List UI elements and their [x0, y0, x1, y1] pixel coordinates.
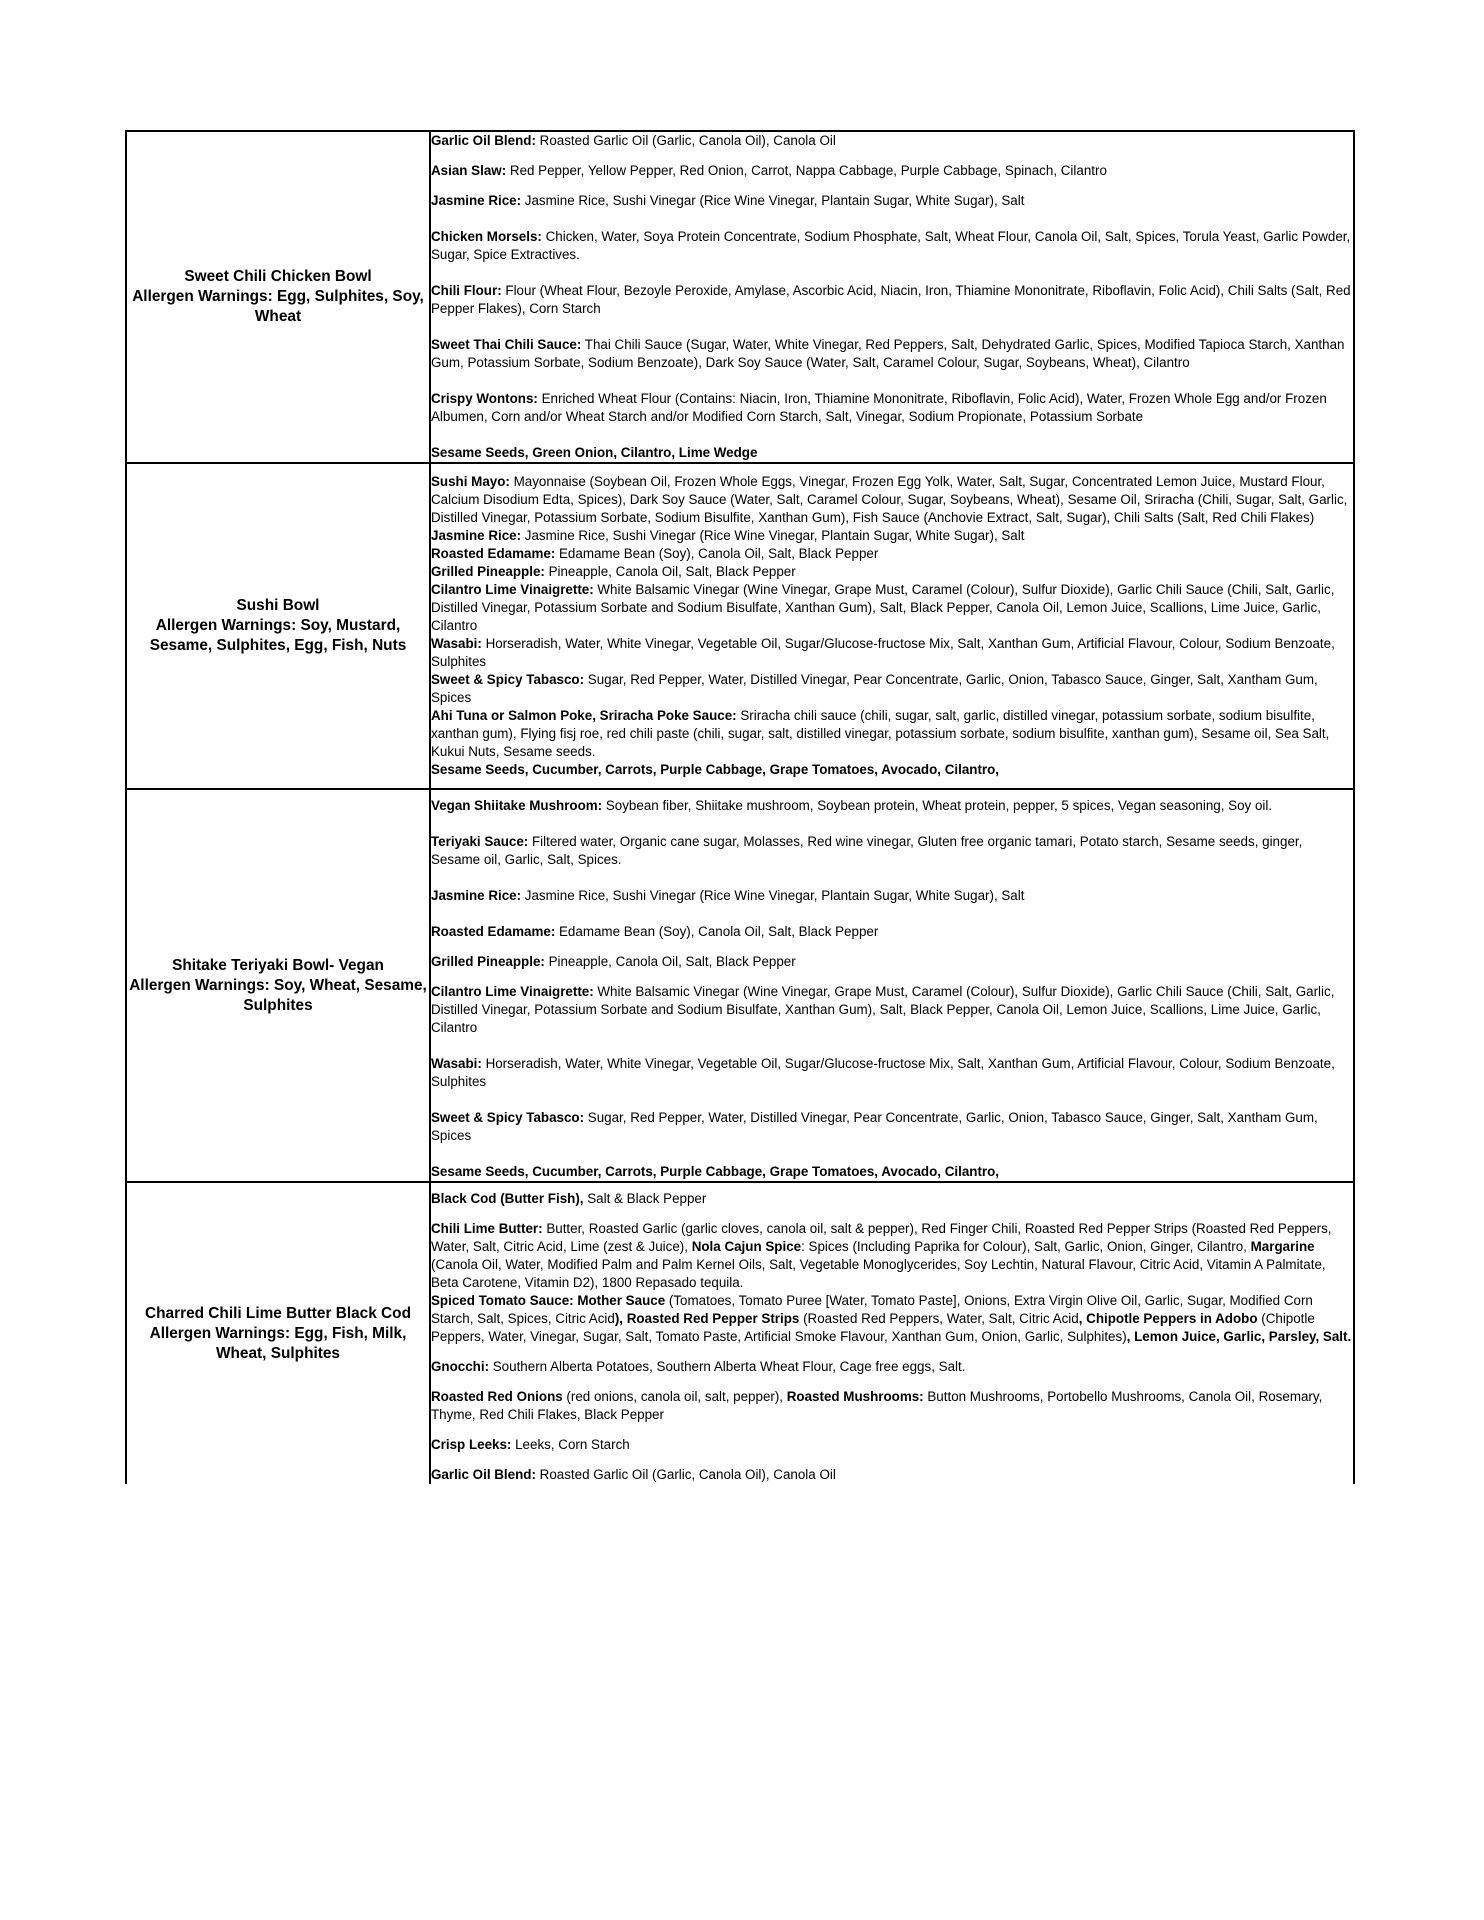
ingredient-line: Sweet & Spicy Tabasco: Sugar, Red Pepper, Water, Distilled Vinegar, Pear Concentrate, Garlic, Onion, Tabasco Sauce, Ginger, Salt, Xantham Gum, Spices	[431, 1110, 1318, 1143]
allergen-table	[125, 130, 1355, 1484]
ingredient-line: Chili Lime Butter: Butter, Roasted Garlic (garlic cloves, canola oil, salt & pepper), Red Finger Chili, Roasted Red Pepper Strips (Roasted Red Peppers, Water, Salt, Citric Acid, Lime (zest & Juice), Nola Cajun Spice: Spices (Including Paprika for Colour), Salt, Garlic, Onion, Ginger, Cilantro, Margarine (Canola Oil, Water, Modified Palm and Palm Kernel Oils, Salt, Vegetable Monoglycerides, Soy Lechtin, Natural Flavour, Citric Acid, Vitamin A Palmitate, Beta Carotene, Vitamin D2), 1800 Repasado tequila.	[431, 1221, 1332, 1290]
ingredient-line: Sweet & Spicy Tabasco: Sugar, Red Pepper, Water, Distilled Vinegar, Pear Concentrate, Garlic, Onion, Tabasco Sauce, Ginger, Salt, Xantham Gum, Spices	[431, 672, 1318, 705]
ingredients-cell	[430, 131, 1354, 463]
ingredient-line: Sesame Seeds, Cucumber, Carrots, Purple Cabbage, Grape Tomatoes, Avocado, Cilantro,	[431, 762, 1000, 777]
ingredient-line: Spiced Tomato Sauce: Mother Sauce (Tomatoes, Tomato Puree [Water, Tomato Paste], Onions, Extra Virgin Olive Oil, Garlic, Sugar, Modified Corn Starch, Salt, Spices, Citric Acid), Roasted Red Pepper Strips (Roasted Red Peppers, Water, Salt, Citric Acid, Chipotle Peppers in Adobo (Chipotle Peppers, Water, Vinegar, Sugar, Salt, Tomato Paste, Artificial Smoke Flavour, Xanthan Gum, Onion, Garlic, Sulphites), Lemon Juice, Garlic, Parsley, Salt.	[431, 1293, 1352, 1344]
dish-name: Charred Chili Lime Butter Black Cod	[145, 1304, 411, 1322]
ingredients-cell	[430, 789, 1354, 1182]
table-row	[126, 463, 1354, 789]
ingredient-line: Gnocchi: Southern Alberta Potatoes, Southern Alberta Wheat Flour, Cage free eggs, Salt.	[431, 1359, 966, 1374]
ingredient-line: Jasmine Rice: Jasmine Rice, Sushi Vinegar (Rice Wine Vinegar, Plantain Sugar, White Sugar), Salt	[431, 193, 1025, 208]
ingredient-line: Wasabi: Horseradish, Water, White Vinegar, Vegetable Oil, Sugar/Glucose-fructose Mix, Salt, Xanthan Gum, Artificial Flavour, Colour, Sodium Benzoate, Sulphites	[431, 636, 1335, 669]
dish-cell	[126, 463, 430, 789]
ingredient-line: Sweet Thai Chili Sauce: Thai Chili Sauce (Sugar, Water, White Vinegar, Red Peppers, Salt, Dehydrated Garlic, Spices, Modified Tapioca Starch, Xanthan Gum, Potassium Sorbate, Sodium Benzoate), Dark Soy Sauce (Water, Salt, Caramel Colour, Sugar, Soybeans, Wheat), Cilantro	[431, 337, 1345, 370]
ingredient-line: Crispy Wontons: Enriched Wheat Flour (Contains: Niacin, Iron, Thiamine Mononitrate, Riboflavin, Folic Acid), Water, Frozen Whole Egg and/or Frozen Albumen, Corn and/or Wheat Starch and/or Modified Corn Starch, Salt, Vinegar, Sodium Propionate, Potassium Sorbate	[431, 391, 1327, 424]
ingredient-line: Sesame Seeds, Green Onion, Cilantro, Lime Wedge	[431, 445, 758, 460]
ingredient-line: Roasted Edamame: Edamame Bean (Soy), Canola Oil, Salt, Black Pepper	[431, 546, 879, 561]
ingredient-line: Roasted Edamame: Edamame Bean (Soy), Canola Oil, Salt, Black Pepper	[431, 924, 879, 939]
ingredient-line: Black Cod (Butter Fish), Salt & Black Pepper	[431, 1191, 707, 1206]
ingredient-line: Sushi Mayo: Mayonnaise (Soybean Oil, Frozen Whole Eggs, Vinegar, Frozen Egg Yolk, Water, Salt, Sugar, Concentrated Lemon Juice, Mustard Flour, Calcium Disodium Edta, Spices), Dark Soy Sauce (Water, Salt, Caramel Colour, Sugar, Soybeans, Wheat), Sesame Oil, Sriracha (Chili, Sugar, Salt, Garlic, Distilled Vinegar, Potassium Sorbate, Sodium Bisulfite, Xanthan Gum), Fish Sauce (Anchovie Extract, Salt, Sugar), Chili Salts (Salt, Red Chili Flakes)	[431, 474, 1348, 525]
allergen-sheet	[125, 130, 1353, 1484]
ingredient-line: Garlic Oil Blend: Roasted Garlic Oil (Garlic, Canola Oil), Canola Oil	[431, 1467, 836, 1482]
ingredient-line: Roasted Red Onions (red onions, canola oil, salt, pepper), Roasted Mushrooms: Button Mushrooms, Portobello Mushrooms, Canola Oil, Rosemary, Thyme, Red Chili Flakes, Black Pepper	[431, 1389, 1323, 1422]
ingredient-line: Grilled Pineapple: Pineapple, Canola Oil, Salt, Black Pepper	[431, 564, 796, 579]
ingredient-line: Vegan Shiitake Mushroom: Soybean fiber, Shiitake mushroom, Soybean protein, Wheat protein, pepper, 5 spices, Vegan seasoning, Soy oil.	[431, 798, 1273, 813]
ingredient-line: Ahi Tuna or Salmon Poke, Sriracha Poke Sauce: Sriracha chili sauce (chili, sugar, salt, garlic, distilled vinegar, potassium sorbate, sodium bisulfite, xanthan gum), Flying fisj roe, red chili paste (chili, sugar, salt, distilled vinegar, potassium sorbate, sodium bisulfite, xanthan gum), Sesame oil, Sea Salt, Kukui Nuts, Sesame seeds.	[431, 708, 1330, 759]
ingredient-line: Chili Flour: Flour (Wheat Flour, Bezoyle Peroxide, Amylase, Ascorbic Acid, Niacin, Iron, Thiamine Mononitrate, Riboflavin, Folic Acid), Chili Salts (Salt, Red Pepper Flakes), Corn Starch	[431, 283, 1351, 316]
allergen-warning: Allergen Warnings: Soy, Wheat, Sesame, Sulphites	[129, 976, 427, 1014]
table-row	[126, 789, 1354, 1182]
dish-name: Shitake Teriyaki Bowl- Vegan	[172, 956, 384, 974]
ingredient-line: Garlic Oil Blend: Roasted Garlic Oil (Garlic, Canola Oil), Canola Oil	[431, 133, 836, 148]
allergen-warning: Allergen Warnings: Egg, Fish, Milk, Wheat, Sulphites	[149, 1324, 407, 1362]
ingredient-line: Sesame Seeds, Cucumber, Carrots, Purple Cabbage, Grape Tomatoes, Avocado, Cilantro,	[431, 1164, 1000, 1179]
ingredients-cell	[430, 463, 1354, 789]
ingredient-line: Chicken Morsels: Chicken, Water, Soya Protein Concentrate, Sodium Phosphate, Salt, Wheat Flour, Canola Oil, Salt, Spices, Torula Yeast, Garlic Powder, Sugar, Spice Extractives.	[431, 229, 1351, 262]
dish-name: Sweet Chili Chicken Bowl	[184, 268, 372, 285]
ingredient-line: Grilled Pineapple: Pineapple, Canola Oil, Salt, Black Pepper	[431, 954, 796, 969]
ingredient-line: Crisp Leeks: Leeks, Corn Starch	[431, 1437, 630, 1452]
ingredient-line: Cilantro Lime Vinaigrette: White Balsamic Vinegar (Wine Vinegar, Grape Must, Caramel (Colour), Sulfur Dioxide), Garlic Chili Sauce (Chili, Salt, Garlic, Distilled Vinegar, Potassium Sorbate and Sodium Bisulfate, Xanthan Gum), Salt, Black Pepper, Canola Oil, Lemon Juice, Scallions, Lime Juice, Garlic, Cilantro	[431, 984, 1335, 1035]
dish-cell	[126, 789, 430, 1182]
table-row	[126, 1182, 1354, 1484]
dish-cell	[126, 131, 430, 463]
allergen-warning: Allergen Warnings: Egg, Sulphites, Soy, Wheat	[132, 288, 424, 325]
table-row	[126, 131, 1354, 463]
allergen-warning: Allergen Warnings: Soy, Mustard, Sesame, Sulphites, Egg, Fish, Nuts	[149, 617, 407, 654]
ingredient-line: Cilantro Lime Vinaigrette: White Balsamic Vinegar (Wine Vinegar, Grape Must, Caramel (Colour), Sulfur Dioxide), Garlic Chili Sauce (Chili, Salt, Garlic, Distilled Vinegar, Potassium Sorbate and Sodium Bisulfate, Xanthan Gum), Salt, Black Pepper, Canola Oil, Lemon Juice, Scallions, Lime Juice, Garlic, Cilantro	[431, 582, 1335, 633]
ingredient-line: Jasmine Rice: Jasmine Rice, Sushi Vinegar (Rice Wine Vinegar, Plantain Sugar, White Sugar), Salt	[431, 888, 1025, 903]
dish-name: Sushi Bowl	[236, 597, 320, 614]
ingredient-line: Jasmine Rice: Jasmine Rice, Sushi Vinegar (Rice Wine Vinegar, Plantain Sugar, White Sugar), Salt	[431, 528, 1025, 543]
ingredient-line: Wasabi: Horseradish, Water, White Vinegar, Vegetable Oil, Sugar/Glucose-fructose Mix, Salt, Xanthan Gum, Artificial Flavour, Colour, Sodium Benzoate, Sulphites	[431, 1056, 1335, 1089]
ingredient-line: Asian Slaw: Red Pepper, Yellow Pepper, Red Onion, Carrot, Nappa Cabbage, Purple Cabbage, Spinach, Cilantro	[431, 163, 1107, 178]
dish-cell	[126, 1182, 430, 1484]
ingredients-cell	[430, 1182, 1354, 1484]
ingredient-line: Teriyaki Sauce: Filtered water, Organic cane sugar, Molasses, Red wine vinegar, Gluten free organic tamari, Potato starch, Sesame seeds, ginger, Sesame oil, Garlic, Salt, Spices.	[431, 834, 1303, 867]
